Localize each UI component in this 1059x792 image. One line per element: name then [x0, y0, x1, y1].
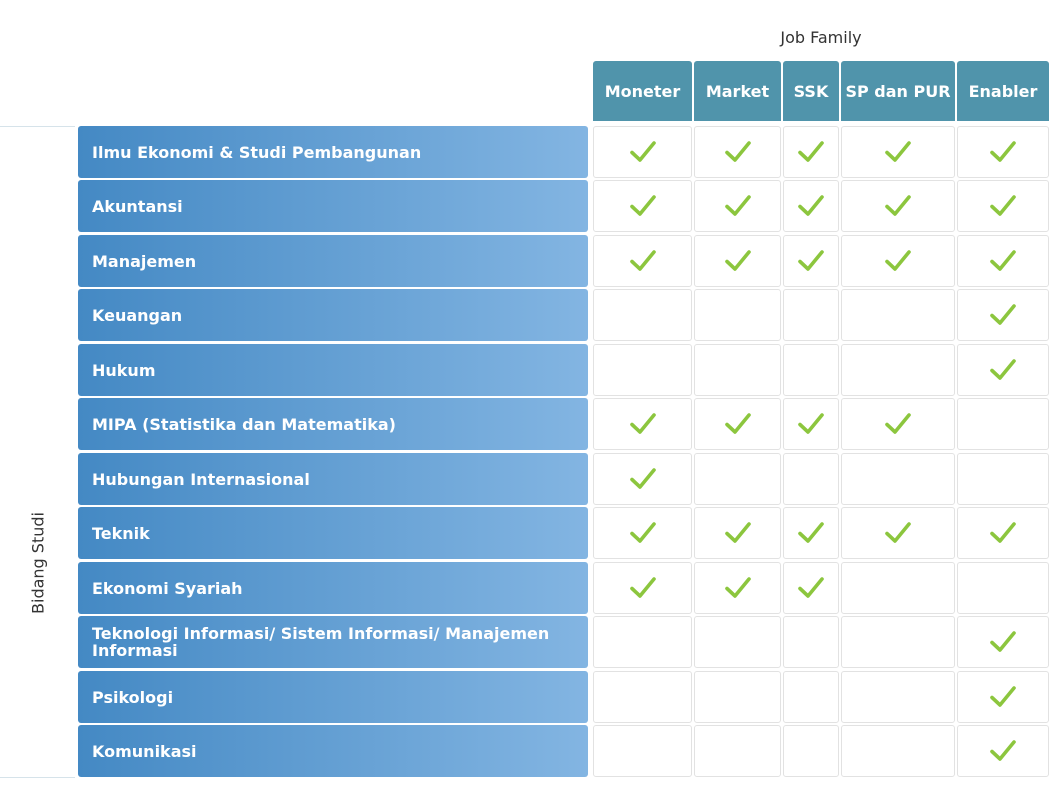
check-icon	[885, 412, 911, 436]
check-icon	[798, 576, 824, 600]
check-icon	[725, 249, 751, 273]
table-cell	[957, 562, 1049, 614]
check-icon	[630, 412, 656, 436]
table-cell	[783, 616, 839, 668]
table-cell	[694, 180, 781, 232]
check-icon	[630, 194, 656, 218]
check-icon	[885, 249, 911, 273]
table-cell	[957, 453, 1049, 505]
row-header: Ilmu Ekonomi & Studi Pembangunan	[78, 126, 588, 178]
check-icon	[725, 194, 751, 218]
row-header: Hukum	[78, 344, 588, 396]
table-cell	[783, 562, 839, 614]
check-icon	[725, 140, 751, 164]
table-cell	[841, 671, 955, 723]
table-cell	[841, 344, 955, 396]
row-header: Teknologi Informasi/ Sistem Informasi/ Manajemen Informasi	[78, 616, 588, 668]
check-icon	[885, 140, 911, 164]
row-header: Psikologi	[78, 671, 588, 723]
table-cell	[957, 180, 1049, 232]
table-cell	[593, 126, 692, 178]
table-cell	[593, 507, 692, 559]
check-icon	[798, 521, 824, 545]
table-cell	[783, 289, 839, 341]
row-header: Manajemen	[78, 235, 588, 287]
column-header-ssk: SSK	[783, 61, 839, 121]
column-header-sp-dan-pur: SP dan PUR	[841, 61, 955, 121]
check-icon	[990, 521, 1016, 545]
table-cell	[783, 671, 839, 723]
table-cell	[783, 725, 839, 777]
check-icon	[798, 412, 824, 436]
table-cell	[783, 180, 839, 232]
table-cell	[957, 507, 1049, 559]
check-icon	[990, 249, 1016, 273]
table-cell	[593, 344, 692, 396]
table-cell	[957, 725, 1049, 777]
row-header: Hubungan Internasional	[78, 453, 588, 505]
table-cell	[957, 671, 1049, 723]
check-icon	[885, 194, 911, 218]
row-header: Keuangan	[78, 289, 588, 341]
table-cell	[783, 344, 839, 396]
table-cell	[783, 507, 839, 559]
check-icon	[990, 140, 1016, 164]
table-cell	[783, 235, 839, 287]
check-icon	[990, 358, 1016, 382]
table-cell	[957, 344, 1049, 396]
table-cell	[694, 507, 781, 559]
table-cell	[783, 126, 839, 178]
table-cell	[593, 616, 692, 668]
side-label-container	[0, 126, 75, 778]
table-cell	[841, 398, 955, 450]
check-icon	[725, 521, 751, 545]
check-icon	[630, 576, 656, 600]
table-cell	[593, 289, 692, 341]
table-cell	[841, 507, 955, 559]
job-family-title: Job Family	[780, 28, 862, 47]
check-icon	[798, 249, 824, 273]
row-header: Akuntansi	[78, 180, 588, 232]
table-cell	[841, 289, 955, 341]
check-icon	[990, 685, 1016, 709]
table-cell	[694, 616, 781, 668]
table-cell	[841, 453, 955, 505]
column-header-enabler: Enabler	[957, 61, 1049, 121]
table-cell	[694, 344, 781, 396]
column-header-market: Market	[694, 61, 781, 121]
table-cell	[957, 126, 1049, 178]
table-cell	[694, 453, 781, 505]
table-cell	[694, 725, 781, 777]
check-icon	[630, 521, 656, 545]
row-header: MIPA (Statistika dan Matematika)	[78, 398, 588, 450]
check-icon	[725, 576, 751, 600]
table-cell	[694, 289, 781, 341]
table-cell	[593, 180, 692, 232]
table-cell	[957, 398, 1049, 450]
table-cell	[841, 562, 955, 614]
table-cell	[593, 725, 692, 777]
check-icon	[630, 467, 656, 491]
table-cell	[957, 289, 1049, 341]
table-cell	[593, 398, 692, 450]
check-icon	[990, 630, 1016, 654]
table-cell	[841, 235, 955, 287]
table-cell	[841, 725, 955, 777]
column-header-moneter: Moneter	[593, 61, 692, 121]
check-icon	[990, 739, 1016, 763]
check-icon	[990, 303, 1016, 327]
side-label: Bidang Studi	[28, 512, 48, 614]
check-icon	[885, 521, 911, 545]
check-icon	[798, 140, 824, 164]
check-icon	[725, 412, 751, 436]
table-cell	[957, 616, 1049, 668]
check-icon	[630, 249, 656, 273]
table-cell	[841, 180, 955, 232]
table-cell	[694, 562, 781, 614]
table-cell	[593, 235, 692, 287]
table-cell	[841, 126, 955, 178]
table-cell	[957, 235, 1049, 287]
table-cell	[694, 235, 781, 287]
check-icon	[990, 194, 1016, 218]
table-cell	[593, 453, 692, 505]
row-header: Komunikasi	[78, 725, 588, 777]
table-cell	[593, 562, 692, 614]
check-icon	[630, 140, 656, 164]
table-cell	[841, 616, 955, 668]
row-header: Ekonomi Syariah	[78, 562, 588, 614]
check-icon	[798, 194, 824, 218]
table-cell	[783, 453, 839, 505]
row-header: Teknik	[78, 507, 588, 559]
table-cell	[694, 398, 781, 450]
table-cell	[694, 126, 781, 178]
table-cell	[783, 398, 839, 450]
table-cell	[593, 671, 692, 723]
table-cell	[694, 671, 781, 723]
